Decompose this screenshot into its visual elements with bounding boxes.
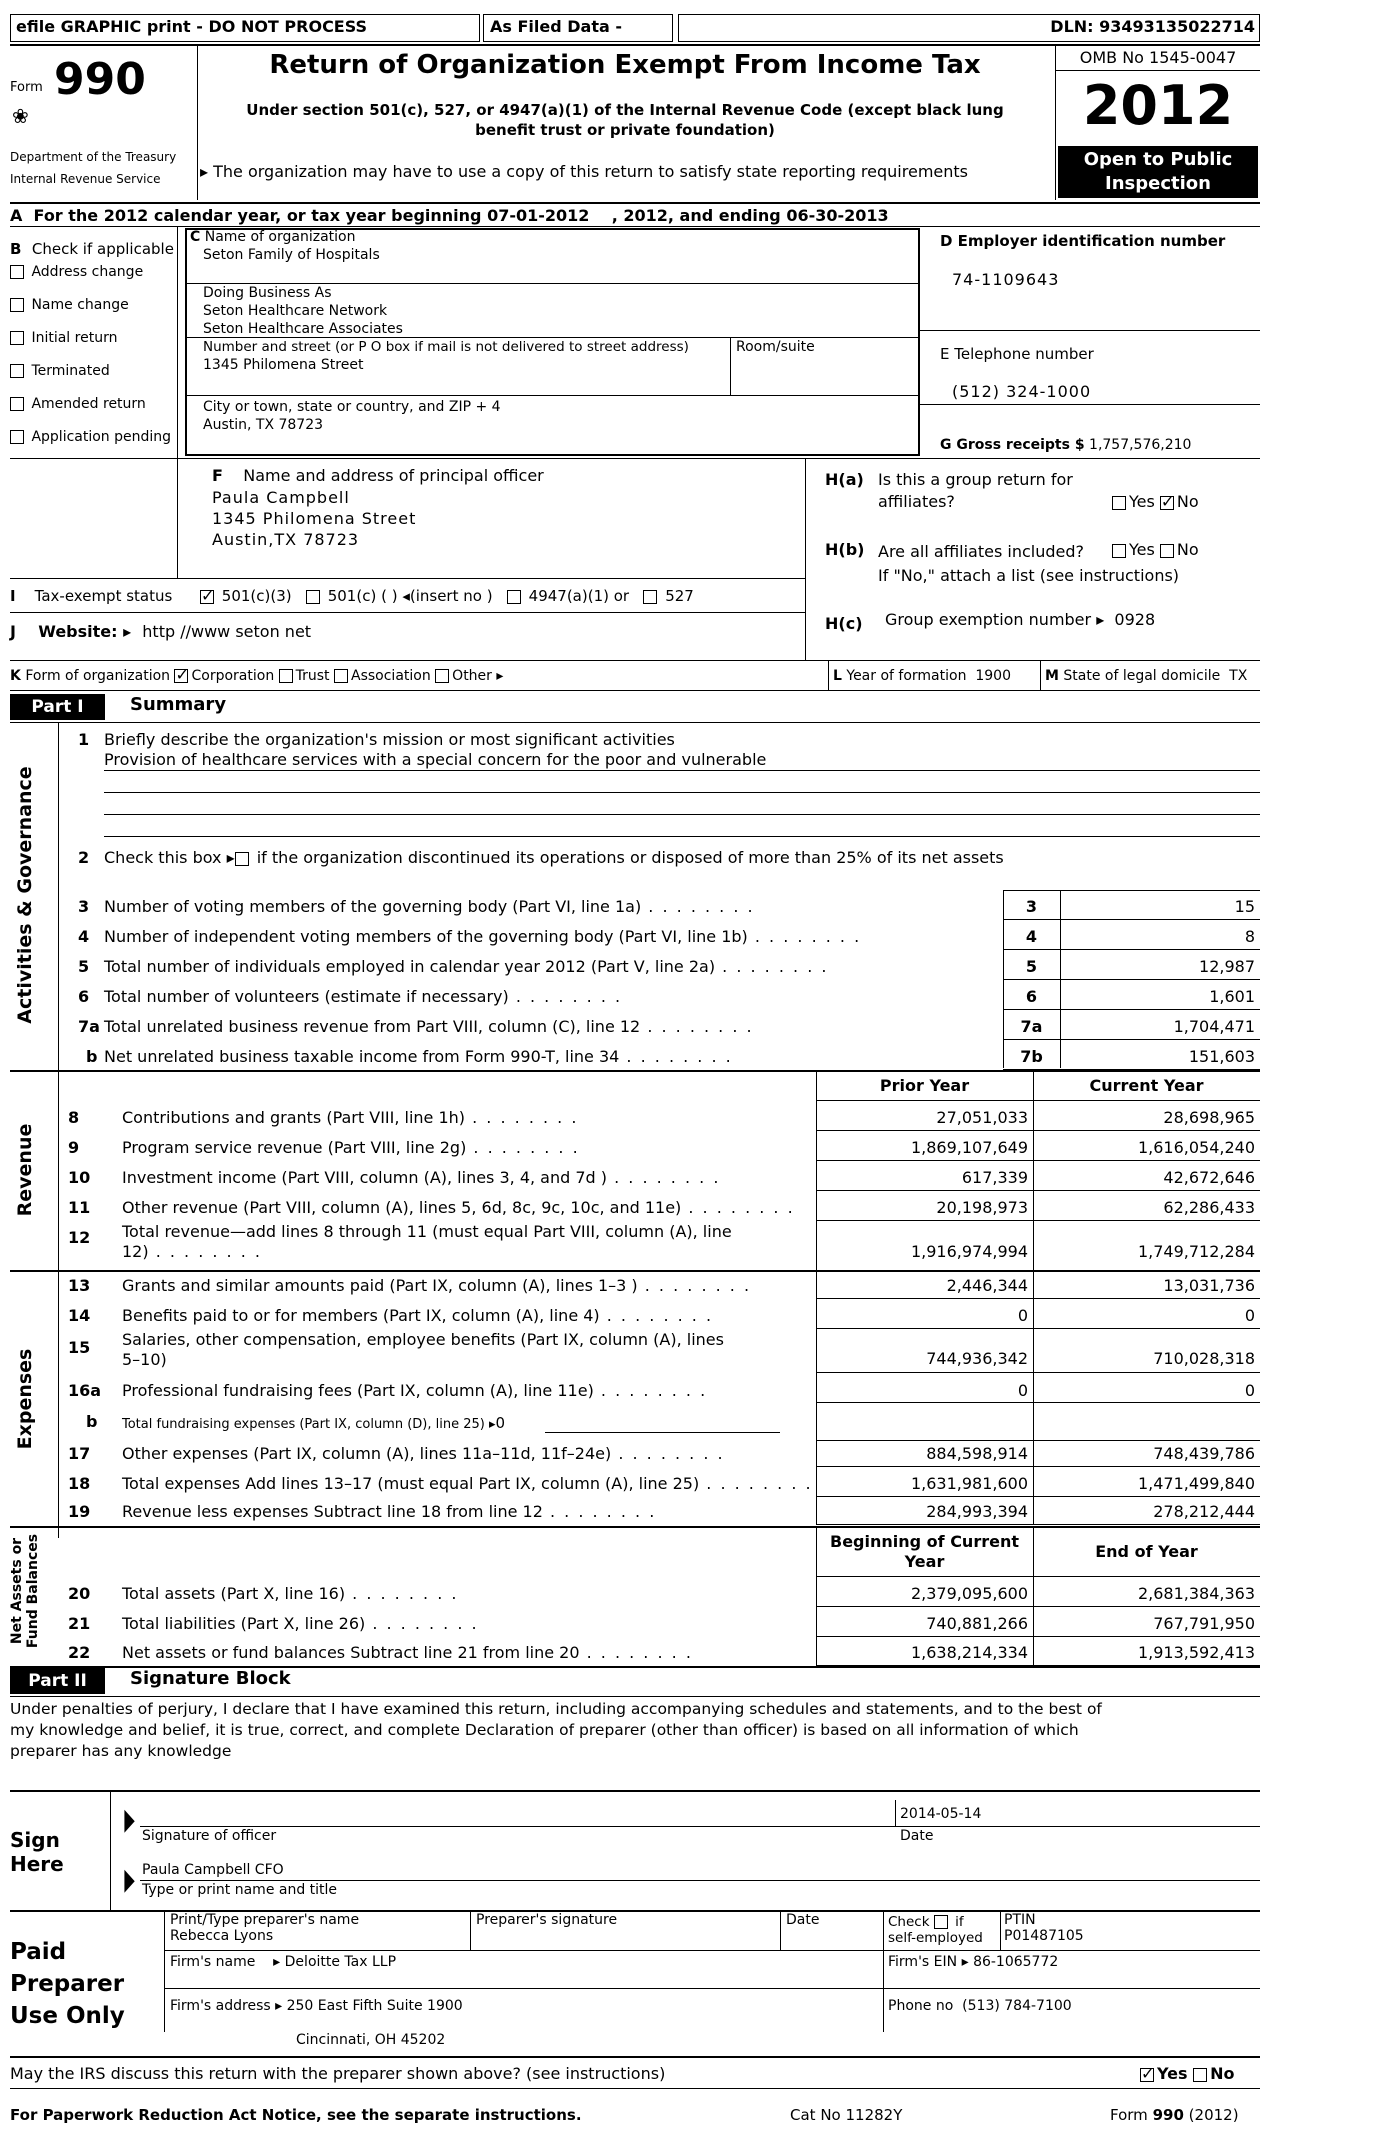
line-box: 7b	[1020, 1047, 1043, 1066]
l2-text[interactable]: Check this box ▸ if the organization discontinued its operations or disposed of more than 25% of its net assets	[104, 848, 1004, 867]
line-number: 11	[68, 1198, 91, 1217]
line-number: 14	[68, 1306, 91, 1325]
firm-addr-1: 250 East Fifth Suite 1900	[286, 1998, 463, 2014]
o4-label: 527	[665, 587, 694, 605]
checkbox-label: Terminated	[31, 363, 110, 379]
paid-1: Paid	[10, 1939, 67, 1965]
form-number: 990	[54, 54, 146, 105]
state-note-text: The organization may have to use a copy of this return to satisfy state reporting requirements	[213, 162, 968, 181]
checkbox-application-pending[interactable]	[10, 429, 171, 445]
ha-no-checkbox[interactable]	[1160, 496, 1174, 510]
side-expenses: Expenses	[14, 1348, 36, 1450]
line-box: 6	[1025, 987, 1038, 1006]
print-name-label: Type or print name and title	[142, 1882, 338, 1898]
c-label: C	[190, 229, 201, 245]
self-employed-check[interactable]	[888, 1914, 983, 1946]
sign-date-value: 2014-05-14	[900, 1806, 982, 1822]
l16a-num: 16a	[68, 1381, 102, 1400]
prior-year-value: 284,993,394	[926, 1502, 1028, 1521]
dba-label: Doing Business As	[203, 285, 332, 301]
prior-year-value: 740,881,266	[926, 1614, 1028, 1633]
officer-title	[212, 466, 544, 485]
line-description: Program service revenue (Part VIII, line 2g) . .	[122, 1138, 580, 1157]
prior-year-value: 0	[1017, 1306, 1028, 1325]
prior-year-value: 1,631,981,600	[910, 1474, 1028, 1493]
dba-name-1: Seton Healthcare Network	[203, 303, 388, 319]
open-inspection-badge	[1058, 146, 1258, 198]
hb-note: If "No," attach a list (see instructions)	[878, 566, 1180, 585]
dba-name-2: Seton Healthcare Associates	[203, 321, 403, 337]
hb-yes-label: Yes	[1129, 540, 1155, 559]
declaration-3: preparer has any knowledge	[10, 1742, 232, 1760]
omb-number: OMB No 1545-0047	[1079, 48, 1237, 67]
hb-no-label: No	[1176, 540, 1199, 559]
checkbox-label: Amended return	[31, 396, 146, 412]
irs-eagle-icon: ❀	[12, 104, 29, 128]
l1-num: 1	[78, 730, 90, 749]
current-year-value: 278,212,444	[1153, 1502, 1255, 1521]
i-title: Tax-exempt status	[34, 587, 173, 605]
phone-label: E Telephone number	[940, 345, 1094, 363]
ein-value: 74-1109643	[952, 270, 1060, 289]
line-value: 15	[1234, 897, 1255, 916]
l1-value: Provision of healthcare services with a special concern for the poor and vulnerable	[104, 750, 767, 769]
c-title-text: Name of organization	[204, 229, 356, 245]
sign-2: Here	[10, 1852, 64, 1876]
line-value: 1,601	[1209, 987, 1255, 1006]
line-description: Investment income (Part VIII, column (A), lines 3, 4, and 7d ) . .	[122, 1168, 720, 1187]
col-prior-year: Prior Year	[879, 1076, 970, 1095]
signature-label[interactable]: Signature of officer	[142, 1828, 277, 1844]
declaration-1: Under penalties of perjury, I declare that I have examined this return, including accompanying schedules and statements, and to the best of	[10, 1700, 1102, 1718]
gross-receipts	[940, 437, 1191, 453]
k-label: K	[10, 668, 21, 684]
l15-current: 710,028,318	[1153, 1349, 1255, 1368]
check-applicable-title	[10, 240, 174, 258]
checkbox[interactable]	[10, 331, 24, 345]
line-value: 12,987	[1199, 957, 1255, 976]
line-j: J Website: ▸ http //www seton net	[10, 622, 312, 641]
ha-answer[interactable]	[1112, 492, 1199, 511]
line-number: 19	[68, 1502, 91, 1521]
current-year-value: 0	[1244, 1306, 1255, 1325]
col-beg-1: Beginning of Current	[830, 1532, 1019, 1551]
gross-label: G Gross receipts $	[940, 437, 1085, 453]
corporation-checkbox[interactable]	[174, 669, 188, 683]
form-subtitle: Under section 501(c), 527, or 4947(a)(1) of the Internal Revenue Code (except black lung benefit trust or private foundation)	[246, 101, 1004, 139]
dln: DLN: 93493135022714	[1050, 17, 1255, 36]
line-description: Benefits paid to or for members (Part IX, column (A), line 4) . .	[122, 1306, 713, 1325]
sign-arrow-icon: ▶	[124, 1802, 135, 1837]
part1-tag: Part I	[10, 694, 105, 720]
current-year-value: 1,471,499,840	[1137, 1474, 1255, 1493]
prep-name-label: Print/Type preparer's name	[170, 1912, 360, 1928]
527-checkbox[interactable]	[643, 590, 657, 604]
prep-date-label: Date	[786, 1912, 820, 1928]
l-label: L	[833, 668, 842, 684]
l-value: 1900	[975, 668, 1011, 684]
b-label: B	[10, 240, 22, 258]
checkbox-label: Name change	[31, 297, 129, 313]
street-label: Number and street (or P O box if mail is not delivered to street address)	[203, 339, 689, 355]
l2-label: Check this box	[104, 848, 222, 867]
checkbox-name-change[interactable]	[10, 297, 129, 313]
discuss-no-label: No	[1210, 2064, 1235, 2083]
line-box: 7a	[1020, 1017, 1043, 1036]
current-year-value: 1,913,592,413	[1137, 1643, 1255, 1662]
line-description: Other expenses (Part IX, column (A), lines 11a–11d, 11f–24e) . .	[122, 1444, 725, 1463]
exempt-status-options[interactable]: ✓ 501(c)(3) 501(c) ( ) ◂(insert no ) 4947(a)(1) or 527	[200, 587, 694, 605]
officer-street: 1345 Philomena Street	[212, 509, 417, 528]
line-value: 1,704,471	[1173, 1017, 1255, 1036]
city-label: City or town, state or country, and ZIP + 4	[203, 399, 501, 415]
k-o2: Trust	[295, 668, 330, 684]
website-value[interactable]: http //www seton net	[142, 622, 312, 641]
firm-ein-value: 86-1065772	[973, 1954, 1059, 1970]
side-activities: Activities & Governance	[14, 766, 36, 1024]
l1-text: Briefly describe the organization's mission or most significant activities	[104, 730, 675, 749]
line-number: 9	[68, 1138, 80, 1157]
line-number: 8	[68, 1108, 80, 1127]
officer-name: Paula Campbell	[212, 488, 350, 507]
trust-checkbox[interactable]	[279, 669, 293, 683]
dept-treasury: Department of the Treasury	[10, 150, 177, 164]
checkbox-initial-return[interactable]	[10, 330, 117, 346]
checkbox-label: Initial return	[31, 330, 118, 346]
name-arrow-icon: ▶	[124, 1862, 135, 1897]
current-year-value: 767,791,950	[1153, 1614, 1255, 1633]
footer-form-year: (2012)	[1188, 2106, 1239, 2124]
sign-date-label: Date	[900, 1828, 934, 1844]
hc-label: H(c)	[825, 614, 863, 633]
side-revenue: Revenue	[14, 1123, 36, 1217]
checkbox[interactable]	[10, 397, 24, 411]
line-description: Total expenses Add lines 13–17 (must equal Part IX, column (A), line 25) . .	[122, 1474, 813, 1493]
current-year-value: 1,616,054,240	[1137, 1138, 1255, 1157]
sign-here-label	[10, 1828, 64, 1876]
preparer-phone	[888, 1998, 1072, 2014]
paid-2: Preparer	[10, 1971, 125, 1997]
o2b-label: (insert no )	[409, 587, 493, 605]
discuss-no-checkbox[interactable]	[1193, 2068, 1207, 2082]
line-number: 20	[68, 1584, 91, 1603]
m-label: M	[1045, 668, 1059, 684]
line-description: Number of voting members of the governing body (Part VI, line 1a) . .	[104, 897, 755, 916]
form-title: Return of Organization Exempt From Income Tax	[269, 50, 981, 80]
i-label: I	[10, 587, 16, 605]
line-a-text: For the 2012 calendar year, or tax year beginning 07-01-2012	[33, 206, 590, 225]
line-description: Net assets or fund balances Subtract line 21 from line 20 . .	[122, 1643, 693, 1662]
line-a-text2: , 2012, and ending 06-30-2013	[611, 206, 889, 225]
m-value: TX	[1229, 668, 1248, 684]
line-l	[833, 668, 1011, 684]
hb-no-checkbox[interactable]	[1160, 544, 1174, 558]
firm-ein: Firm's EIN ▸ 86-1065772	[888, 1954, 1059, 1970]
hb-yes-checkbox[interactable]	[1112, 544, 1126, 558]
current-year-value: 28,698,965	[1163, 1108, 1255, 1127]
col-current-year: Current Year	[1089, 1076, 1204, 1095]
firm-address-2: Cincinnati, OH 45202	[296, 2032, 446, 2048]
line-description: Total unrelated business revenue from Part VIII, column (C), line 12 . .	[104, 1017, 754, 1036]
phone-label-2: Phone no	[888, 1998, 954, 2014]
line-description: Other revenue (Part VIII, column (A), lines 5, 6d, 8c, 9c, 10c, and 11e) . .	[122, 1198, 795, 1217]
k-title: Form of organization	[25, 668, 171, 684]
footer-cat: Cat No 11282Y	[790, 2106, 903, 2124]
line-a-label: A	[10, 206, 23, 225]
line-description: Contributions and grants (Part VIII, line 1h) . .	[122, 1108, 578, 1127]
l16b-num: b	[86, 1412, 98, 1431]
firm-name: Firm's name ▸ Deloitte Tax LLP	[170, 1954, 397, 1970]
checkbox-label: Application pending	[31, 429, 172, 445]
hb-question: Are all affiliates included?	[878, 542, 1085, 561]
f-title: Name and address of principal officer	[243, 466, 544, 485]
part2-tag: Part II	[10, 1668, 105, 1694]
col-beg-2: Year	[904, 1552, 945, 1571]
prior-year-value: 20,198,973	[936, 1198, 1028, 1217]
dept-irs: Internal Revenue Service	[10, 172, 161, 186]
o1-label: 501(c)(3)	[221, 587, 292, 605]
association-checkbox[interactable]	[334, 669, 348, 683]
hc-title: Group exemption number	[885, 610, 1092, 629]
l12-text-1: Total revenue—add lines 8 through 11 (must equal Part VIII, column (A), line	[122, 1222, 732, 1241]
ptin-label: PTIN	[1004, 1912, 1036, 1928]
col-beginning	[816, 1532, 1033, 1572]
line-value: 151,603	[1188, 1047, 1255, 1066]
current-year-value: 42,672,646	[1163, 1168, 1255, 1187]
prep-name: Rebecca Lyons	[170, 1928, 274, 1944]
paid-3: Use Only	[10, 2003, 125, 2029]
line-number: 5	[78, 957, 90, 976]
sign-1: Sign	[10, 1828, 60, 1852]
l12-current: 1,749,712,284	[1137, 1242, 1255, 1261]
org-name: Seton Family of Hospitals	[203, 247, 380, 263]
o2-label: 501(c) ( )	[327, 587, 398, 605]
o3-label: 4947(a)(1) or	[528, 587, 630, 605]
firm-ein-label: Firm's EIN	[888, 1954, 958, 1970]
banner-left: efile GRAPHIC print - DO NOT PROCESS	[16, 17, 368, 36]
l16a-current: 0	[1244, 1381, 1255, 1400]
ha-label: H(a)	[825, 470, 864, 489]
checkbox[interactable]	[10, 430, 24, 444]
line-number: 7a	[78, 1017, 100, 1036]
phone-value-2: (513) 784-7100	[962, 1998, 1072, 2014]
tax-year: 2012	[1082, 74, 1234, 137]
checkbox[interactable]	[10, 364, 24, 378]
line-description: Net unrelated business taxable income from Form 990-T, line 34 . .	[104, 1047, 733, 1066]
part2-title: Signature Block	[130, 1668, 291, 1689]
l16a-text: Professional fundraising fees (Part IX, column (A), line 11e) . .	[122, 1381, 707, 1400]
line-number: 4	[78, 927, 90, 946]
discontinued-checkbox[interactable]	[235, 852, 249, 866]
l15-text-2: 5–10)	[122, 1350, 167, 1369]
prior-year-value: 27,051,033	[936, 1108, 1028, 1127]
j-title: Website:	[38, 622, 118, 641]
k-o3: Association	[351, 668, 431, 684]
501c-checkbox[interactable]	[306, 590, 320, 604]
l15-text-1: Salaries, other compensation, employee benefits (Part IX, column (A), lines	[122, 1330, 724, 1349]
officer-city: Austin,TX 78723	[212, 530, 360, 549]
4947-checkbox[interactable]	[507, 590, 521, 604]
f-label: F	[212, 466, 223, 485]
open-text-2: Inspection	[1105, 173, 1211, 194]
self-employed-checkbox[interactable]	[934, 1915, 948, 1929]
firm-name-label: Firm's name	[170, 1954, 256, 1970]
line-number: 10	[68, 1168, 91, 1187]
ha-yes-label: Yes	[1129, 492, 1155, 511]
ha-yes-checkbox[interactable]	[1112, 496, 1126, 510]
line-box: 4	[1025, 927, 1038, 946]
prior-year-value: 884,598,914	[926, 1444, 1028, 1463]
firm-addr-label: Firm's address	[170, 1998, 271, 2014]
501c3-checkbox[interactable]	[200, 590, 214, 604]
footer-form	[1110, 2106, 1239, 2124]
m-title: State of legal domicile	[1063, 668, 1221, 684]
firm-name-value: Deloitte Tax LLP	[284, 1954, 397, 1970]
side-net-assets: Net Assets or Fund Balances	[9, 1533, 41, 1649]
checkbox-terminated[interactable]	[10, 363, 110, 379]
hc-value: 0928	[1114, 610, 1156, 629]
street-value: 1345 Philomena Street	[203, 357, 364, 373]
footer-form-num: 990	[1152, 2106, 1184, 2124]
current-year-value: 748,439,786	[1153, 1444, 1255, 1463]
k-o1: Corporation	[191, 668, 275, 684]
line-i	[10, 587, 172, 605]
firm-address: Firm's address ▸ 250 East Fifth Suite 1900	[170, 1998, 463, 2014]
line-number: 22	[68, 1643, 91, 1662]
l2-label-2: if the organization discontinued its operations or disposed of more than 25% of its net assets	[256, 848, 1004, 867]
prior-year-value: 617,339	[961, 1168, 1028, 1187]
state-note: ▸ The organization may have to use a copy of this return to satisfy state reporting requirements	[200, 162, 968, 181]
current-year-value: 2,681,384,363	[1137, 1584, 1255, 1603]
line-number: 13	[68, 1276, 91, 1295]
checkbox-address-change[interactable]	[10, 264, 143, 280]
check-label: Check	[888, 1914, 930, 1930]
prep-sig-label[interactable]: Preparer's signature	[476, 1912, 618, 1928]
line-value: 8	[1244, 927, 1255, 946]
irs-discuss-question: May the IRS discuss this return with the preparer shown above? (see instructions)	[10, 2064, 666, 2083]
l16b-label: Total fundraising expenses (Part IX, column (D), line 25)	[122, 1417, 485, 1432]
line-m	[1045, 668, 1247, 684]
l12-text-2: 12) . .	[122, 1242, 262, 1261]
part1-title: Summary	[130, 694, 227, 715]
prior-year-value: 2,379,095,600	[910, 1584, 1028, 1603]
line-number: 18	[68, 1474, 91, 1493]
hc-text: Group exemption number ▸ 0928	[885, 610, 1156, 629]
l-title: Year of formation	[846, 668, 967, 684]
footer-notice: For Paperwork Reduction Act Notice, see the separate instructions.	[10, 2106, 582, 2124]
line-description: Grants and similar amounts paid (Part IX, column (A), lines 1–3 ) . .	[122, 1276, 751, 1295]
line-description: Total number of volunteers (estimate if necessary) . .	[104, 987, 622, 1006]
irs-discuss-answer[interactable]	[1140, 2064, 1234, 2083]
line-description: Revenue less expenses Subtract line 18 from line 12 . .	[122, 1502, 656, 1521]
line-description: Number of independent voting members of the governing body (Part VI, line 1b) . .	[104, 927, 861, 946]
city-value: Austin, TX 78723	[203, 417, 324, 433]
form-prefix: Form	[10, 80, 43, 95]
ha-question-1: Is this a group return for	[878, 470, 1073, 489]
line-a	[10, 206, 889, 225]
discuss-yes-checkbox[interactable]	[1140, 2068, 1154, 2082]
line-number: 6	[78, 987, 90, 1006]
checkbox[interactable]	[10, 298, 24, 312]
l15-prior: 744,936,342	[926, 1349, 1028, 1368]
l15-num: 15	[68, 1338, 91, 1357]
l16b-value: 0	[495, 1414, 506, 1432]
line-box: 5	[1025, 957, 1038, 976]
checkbox-amended-return[interactable]	[10, 396, 146, 412]
ein-label: D Employer identification number	[940, 232, 1226, 250]
line-description: Total liabilities (Part X, line 26) . .	[122, 1614, 479, 1633]
l2-num: 2	[78, 848, 90, 867]
gross-value: 1,757,576,210	[1089, 437, 1192, 453]
checkbox[interactable]	[10, 265, 24, 279]
hb-answer[interactable]	[1112, 540, 1199, 559]
current-year-value: 62,286,433	[1163, 1198, 1255, 1217]
line-number: 21	[68, 1614, 91, 1633]
room-label: Room/suite	[736, 339, 815, 355]
checkbox-label: Address change	[31, 264, 144, 280]
l12-num: 12	[68, 1228, 91, 1247]
hb-label: H(b)	[825, 540, 865, 559]
discuss-yes-label: Yes	[1157, 2064, 1188, 2083]
officer-printed-name: Paula Campbell CFO	[142, 1862, 284, 1878]
l12-prior: 1,916,974,994	[910, 1242, 1028, 1261]
line-number: 17	[68, 1444, 91, 1463]
col-end-year: End of Year	[1095, 1542, 1198, 1561]
ha-question-2: affiliates?	[878, 492, 955, 511]
line-number: b	[86, 1047, 98, 1066]
line-description: Total assets (Part X, line 16) . .	[122, 1584, 458, 1603]
ptin-value: P01487105	[1004, 1928, 1084, 1944]
ha-no-label: No	[1176, 492, 1199, 511]
line-description: Total number of individuals employed in calendar year 2012 (Part V, line 2a) . .	[104, 957, 828, 976]
b-title: Check if applicable	[31, 240, 174, 258]
c-title	[190, 229, 355, 245]
line-k[interactable]: K Form of organization ✓ Corporation Trust Association Other ▸	[10, 668, 503, 684]
current-year-value: 13,031,736	[1163, 1276, 1255, 1295]
line-number: 3	[78, 897, 90, 916]
prior-year-value: 2,446,344	[946, 1276, 1028, 1295]
prior-year-value: 1,638,214,334	[910, 1643, 1028, 1662]
j-label: J	[10, 622, 16, 641]
declaration-2: my knowledge and belief, it is true, correct, and complete Declaration of preparer (other than officer) is based on all information of which	[10, 1721, 1079, 1739]
other-checkbox[interactable]	[435, 669, 449, 683]
banner-mid: As Filed Data -	[490, 17, 622, 36]
phone-value: (512) 324-1000	[952, 382, 1092, 401]
paid-preparer-label	[10, 1936, 125, 2032]
self-employed-label: self-employed	[888, 1930, 983, 1946]
check-if: if	[955, 1914, 964, 1930]
l16b-text: Total fundraising expenses (Part IX, column (D), line 25) ▸0	[122, 1414, 506, 1432]
l16a-prior: 0	[1017, 1381, 1028, 1400]
k-o4: Other	[452, 668, 492, 684]
prior-year-value: 1,869,107,649	[910, 1138, 1028, 1157]
open-text-1: Open to Public	[1083, 149, 1233, 170]
footer-form-label: Form	[1110, 2106, 1148, 2124]
line-box: 3	[1025, 897, 1038, 916]
